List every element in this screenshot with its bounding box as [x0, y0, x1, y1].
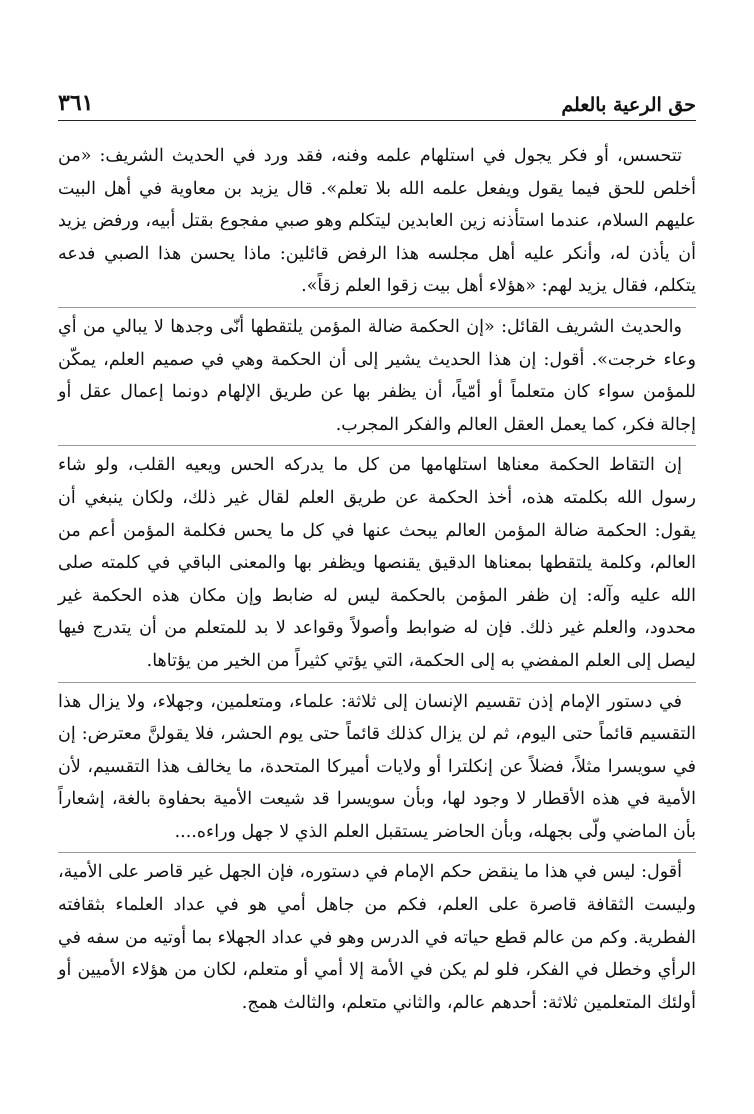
page-body	[58, 140, 696, 1023]
paragraph: في دستور الإمام إذن تقسيم الإنسان إلى ثلاثة: علماء، ومتعلمين، وجهلاء، ولا يزال هذا التقسيم قائماً حتى اليوم، ثم لن يزال كذلك قائماً حتى يوم الحشر، فلا يقولنَّ معترض: إن في سويسرا مثلاً، فضلاً عن إنكلترا أو ولايات أميركا المتحدة، ما يخالف هذا التقسيم، لأن الأمية في هذه الأقطار لا وجود لها، وبأن سويسرا قد شيعت الأمية بحفاوة بالغة، إشعاراً بأن الماضي ولّى بجهله، وبأن الحاضر يستقبل العلم الذي لا جهل وراءه....	[58, 682, 696, 849]
paragraph: تتحسس، أو فكر يجول في استلهام علمه وفنه، فقد ورد في الحديث الشريف: «من أخلص للحق فيما يقول ويفعل علمه الله بلا تعلم». قال يزيد بن معاوية في أهل البيت عليهم السلام، عندما استأذنه زين العابدين ليتكلم وهو صبي مفجوع بقتل أبيه، ورفض يزيد أن يأذن له، وأنكر عليه أهل مجلسه هذا الرفض قائلين: ماذا يحسن هذا الصبي فدعه يتكلم، فقال يزيد لهم: «هؤلاء أهل بيت زقوا العلم زقاً».	[58, 146, 696, 297]
page-number: ٣٦١	[58, 90, 94, 116]
paragraph: أقول: ليس في هذا ما ينقض حكم الإمام في دستوره، فإن الجهل غير قاصر على الأمية، وليست الثقافة قاصرة على العلم، فكم من جاهل أمي هو في عداد العلماء بثقافته الفطرية. وكم من عالم قطع حياته في الدرس وهو في عداد الجهلاء بما أوتيه من سفه في الرأي وخطل في الفكر، فلو لم يكن في الأمة إلا أمي أو متعلم، لكان من هؤلاء الأميين أو أولئك المتعلمين ثلاثة: أحدهم عالم، والثاني متعلم، والثالث همج.	[58, 852, 696, 1019]
paragraph: إن التقاط الحكمة معناها استلهامها من كل ما يدركه الحس ويعيه القلب، ولو شاء رسول الله بكلمته هذه، أخذ الحكمة عن طريق العلم لقال غير ذلك، ولكان ينبغي أن يقول: الحكمة ضالة المؤمن العالم يبحث عنها في كل ما يحس فكلمة المؤمن أعم من العالم، وكلمة يلتقطها بمعناها الدقيق يقنصها ويظفر بها والمعنى الباقي في كلمته صلى الله عليه وآله: إن ظفر المؤمن بالحكمة ليس له ضابط وإن مكان هذه الحكمة غير محدود، والعلم غير ذلك. فإن له ضوابط وأصولاً وقواعد لا بد للمتعلم من أن يتدرج فيها ليصل إلى العلم المفضي به إلى الحكمة، التي يؤتي كثيراً من الخير من يؤتاها.	[58, 445, 696, 677]
running-title: حق الرعية بالعلم	[561, 94, 696, 116]
paragraph: والحديث الشريف القائل: «إن الحكمة ضالة المؤمن يلتقطها أنّى وجدها لا يبالي من أي وعاء خرجت». أقول: إن هذا الحديث يشير إلى أن الحكمة وهي في صميم العلم، يمكّن للمؤمن سواء كان متعلماً أو أمّياً، أن يظفر بها عن طريق الإلهام دونما إعمال عقل أو إجالة فكر، كما يعمل العقل العالم والفكر المجرب.	[58, 307, 696, 441]
page-header	[58, 78, 696, 121]
